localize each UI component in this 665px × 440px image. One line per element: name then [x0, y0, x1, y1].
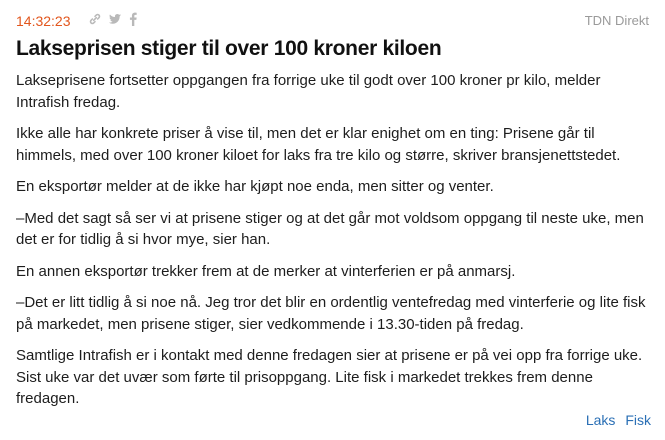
share-bar: [88, 12, 138, 26]
paragraph: Ikke alle har konkrete priser å vise til, men det er klar enighet om en ting: Prisene går til himmels, med over 100 kroner kiloet for laks fra tre kilo og større, skriver bransjenettstedet.: [16, 125, 621, 164]
tag-link-fisk[interactable]: Fisk: [625, 412, 651, 428]
tag-link-laks[interactable]: Laks: [585, 412, 616, 428]
paragraph: –Det er litt tidlig å si noe nå. Jeg tror det blir en ordentlig ventefredag med vinterferie og lite fisk på markedet, men prisene stiger, sier vedkommende i 13.30-tiden på fredag.: [16, 294, 646, 333]
link-icon[interactable]: [88, 12, 102, 26]
paragraph: Lakseprisene fortsetter oppgangen fra forrige uke til godt over 100 kroner pr kilo, melder Intrafish fredag.: [16, 72, 601, 111]
source-label: TDN Direkt: [584, 13, 649, 28]
tag-list: [580, 412, 651, 428]
article-body: [16, 70, 651, 420]
article-headline: Lakseprisen stiger til over 100 kroner kiloen: [16, 37, 442, 60]
twitter-icon[interactable]: [108, 12, 122, 26]
paragraph: Samtlige Intrafish er i kontakt med denne fredagen sier at prisene er på vei opp fra forrige uke. Sist uke var det uvær som førte til prisoppgang. Lite fisk i markedet trekkes frem denne fredagen.: [16, 347, 643, 407]
publish-time: 14:32:23: [16, 13, 71, 29]
paragraph: –Med det sagt så ser vi at prisene stiger og at det går mot voldsom oppgang til neste uke, men det er for tidlig å si hvor mye, sier han.: [16, 209, 644, 248]
article-meta: [16, 0, 649, 40]
facebook-icon[interactable]: [128, 12, 138, 26]
paragraph: En eksportør melder at de ikke har kjøpt noe enda, men sitter og venter.: [16, 178, 494, 195]
paragraph: En annen eksportør trekker frem at de merker at vinterferien er på anmarsj.: [16, 262, 516, 280]
